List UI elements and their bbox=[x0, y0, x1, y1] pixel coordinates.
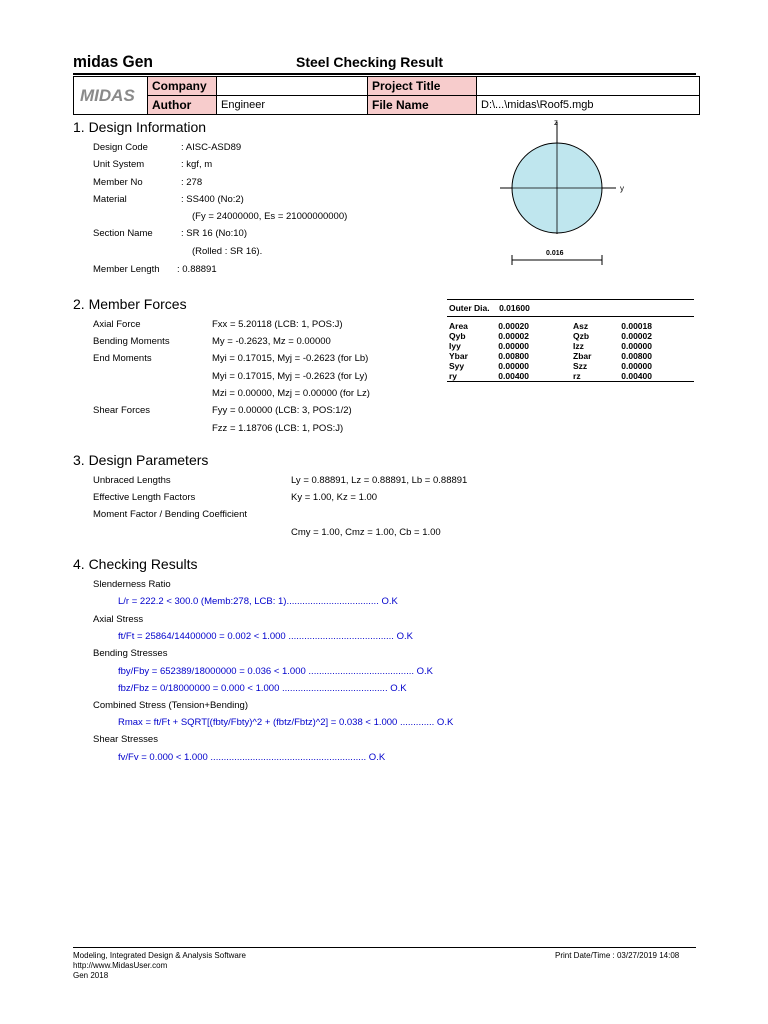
prop-value: 0.00400 bbox=[621, 371, 652, 381]
combined-stress-value: Rmax = ft/Ft + SQRT[(fbty/Fbty)^2 + (fbtz/Fbtz)^2] = 0.038 < 1.000 ............. O.K bbox=[118, 717, 454, 728]
prop-value: 0.00400 bbox=[498, 371, 530, 381]
moment-factor-value: Cmy = 1.00, Cmz = 1.00, Cb = 1.00 bbox=[291, 527, 441, 538]
prop-name: rz bbox=[573, 371, 581, 381]
shear-force-fzz: Fzz = 1.18706 (LCB: 1, POS:J) bbox=[212, 423, 344, 434]
prop-value: 0.00800 bbox=[621, 351, 652, 361]
z-axis-label: z bbox=[554, 118, 558, 127]
end-moments-lb: Myi = 0.17015, Myj = -0.2623 (for Lb) bbox=[212, 353, 369, 364]
member-no-value: : 278 bbox=[181, 177, 203, 188]
footer-website: http://www.MidasUser.com bbox=[73, 961, 168, 970]
midas-logo-icon bbox=[78, 79, 144, 109]
prop-name: Qyb bbox=[449, 331, 466, 341]
prop-name: Iyy bbox=[449, 341, 461, 351]
shear-force-fyy: Fyy = 0.00000 (LCB: 3, POS:1/2) bbox=[212, 405, 352, 416]
props-row bbox=[447, 341, 694, 351]
shear-stress-value: fv/Fv = 0.000 < 1.000 ........................................................... O.K bbox=[118, 752, 386, 763]
material-label: Material bbox=[93, 194, 127, 205]
prop-value: 0.00002 bbox=[498, 331, 530, 341]
unit-system-value: : kgf, m bbox=[181, 159, 213, 170]
bending-moments-value: My = -0.2623, Mz = 0.00000 bbox=[212, 336, 331, 347]
props-row bbox=[447, 331, 694, 341]
prop-name: Asz bbox=[573, 321, 589, 331]
section-diagram bbox=[500, 116, 640, 276]
section-type: (Rolled : SR 16). bbox=[192, 246, 263, 257]
design-code-value: : AISC-ASD89 bbox=[181, 142, 242, 153]
page-title: Steel Checking Result bbox=[296, 54, 444, 70]
project-title-label: Project Title bbox=[368, 77, 477, 96]
effective-length-factors-label: Effective Length Factors bbox=[93, 492, 196, 503]
unbraced-lengths-value: Ly = 0.88891, Lz = 0.88891, Lb = 0.88891 bbox=[291, 475, 468, 486]
prop-value: 0.00000 bbox=[498, 341, 530, 351]
footer-rule bbox=[73, 947, 696, 948]
prop-name: Qzb bbox=[573, 331, 590, 341]
dimension-label: 0.016 bbox=[546, 250, 564, 257]
prop-name: Area bbox=[449, 321, 468, 331]
header-rule bbox=[73, 73, 696, 75]
slenderness-ratio-label: Slenderness Ratio bbox=[93, 579, 171, 590]
outer-dia-label: Outer Dia. bbox=[449, 303, 490, 313]
axial-stress-label: Axial Stress bbox=[93, 614, 144, 625]
bending-stress-fby: fby/Fby = 652389/18000000 = 0.036 < 1.000 ........................................ O.K bbox=[118, 666, 434, 677]
section-name-label: Section Name bbox=[93, 228, 153, 239]
material-value: : SS400 (No:2) bbox=[181, 194, 244, 205]
unbraced-lengths-label: Unbraced Lengths bbox=[93, 475, 171, 486]
effective-length-factors-value: Ky = 1.00, Kz = 1.00 bbox=[291, 492, 378, 503]
prop-value: 0.00002 bbox=[621, 331, 652, 341]
prop-value: 0.00020 bbox=[498, 321, 530, 331]
author-label: Author bbox=[148, 96, 217, 115]
section-properties-table bbox=[447, 299, 694, 382]
shear-stresses-label: Shear Stresses bbox=[93, 734, 158, 745]
bending-moments-label: Bending Moments bbox=[93, 336, 170, 347]
moment-factor-label: Moment Factor / Bending Coefficient bbox=[93, 509, 248, 520]
section-checking-results-title: 4. Checking Results bbox=[73, 556, 198, 572]
print-date-time: Print Date/Time : 03/27/2019 14:08 bbox=[555, 951, 680, 960]
prop-value: 0.00000 bbox=[498, 361, 530, 371]
material-properties: (Fy = 24000000, Es = 21000000000) bbox=[192, 211, 348, 222]
y-axis-label: y bbox=[620, 184, 624, 193]
outer-dia-row bbox=[447, 300, 694, 317]
bending-stress-fbz: fbz/Fbz = 0/18000000 = 0.000 < 1.000 ........................................ O.K bbox=[118, 683, 407, 694]
member-no-label: Member No bbox=[93, 177, 143, 188]
brand-name: midas Gen bbox=[73, 52, 153, 71]
file-name-label: File Name bbox=[368, 96, 477, 115]
prop-name: Szz bbox=[573, 361, 588, 371]
props-row bbox=[447, 361, 694, 371]
design-code-label: Design Code bbox=[93, 142, 148, 153]
bending-stresses-label: Bending Stresses bbox=[93, 648, 168, 659]
props-row bbox=[447, 351, 694, 361]
member-length-label: Member Length bbox=[93, 264, 160, 275]
prop-value: 0.00000 bbox=[621, 361, 652, 371]
author-value: Engineer bbox=[217, 96, 368, 115]
combined-stress-label: Combined Stress (Tension+Bending) bbox=[93, 700, 248, 711]
section-member-forces-title: 2. Member Forces bbox=[73, 296, 187, 312]
header-info-table bbox=[73, 76, 700, 115]
section-design-information-title: 1. Design Information bbox=[73, 119, 207, 135]
footer-software-description: Modeling, Integrated Design & Analysis Software bbox=[73, 951, 246, 960]
end-moments-label: End Moments bbox=[93, 353, 152, 364]
prop-name: Izz bbox=[573, 341, 584, 351]
prop-name: ry bbox=[449, 371, 458, 381]
member-length-value: : 0.88891 bbox=[177, 264, 217, 275]
axial-stress-value: ft/Ft = 25864/14400000 = 0.002 < 1.000 ........................................ O.K bbox=[118, 631, 413, 642]
end-moments-ly: Myi = 0.17015, Myj = -0.2623 (for Ly) bbox=[212, 371, 368, 382]
axial-force-label: Axial Force bbox=[93, 319, 141, 330]
company-label: Company bbox=[148, 77, 217, 96]
file-name-value: D:\...\midas\Roof5.mgb bbox=[477, 96, 700, 115]
prop-value: 0.00800 bbox=[498, 351, 530, 361]
end-moments-lz: Mzi = 0.00000, Mzj = 0.00000 (for Lz) bbox=[212, 388, 370, 399]
svg-text:MIDAS: MIDAS bbox=[79, 86, 135, 105]
unit-system-label: Unit System bbox=[93, 159, 145, 170]
project-title-value bbox=[477, 77, 700, 96]
prop-value: 0.00000 bbox=[621, 341, 652, 351]
axial-force-value: Fxx = 5.20118 (LCB: 1, POS:J) bbox=[212, 319, 343, 330]
company-value bbox=[217, 77, 368, 96]
outer-dia-value: 0.01600 bbox=[499, 303, 530, 313]
prop-name: Syy bbox=[449, 361, 465, 371]
section-design-parameters-title: 3. Design Parameters bbox=[73, 452, 209, 468]
prop-name: Zbar bbox=[573, 351, 592, 361]
props-row bbox=[447, 371, 694, 382]
props-row bbox=[447, 321, 694, 331]
shear-forces-label: Shear Forces bbox=[93, 405, 151, 416]
midas-logo bbox=[74, 77, 148, 115]
prop-value: 0.00018 bbox=[621, 321, 652, 331]
section-name-value: : SR 16 (No:10) bbox=[181, 228, 247, 239]
slenderness-ratio-value: L/r = 222.2 < 300.0 (Memb:278, LCB: 1)................................... O.K bbox=[118, 596, 398, 607]
prop-name: Ybar bbox=[449, 351, 468, 361]
footer-version: Gen 2018 bbox=[73, 971, 109, 980]
